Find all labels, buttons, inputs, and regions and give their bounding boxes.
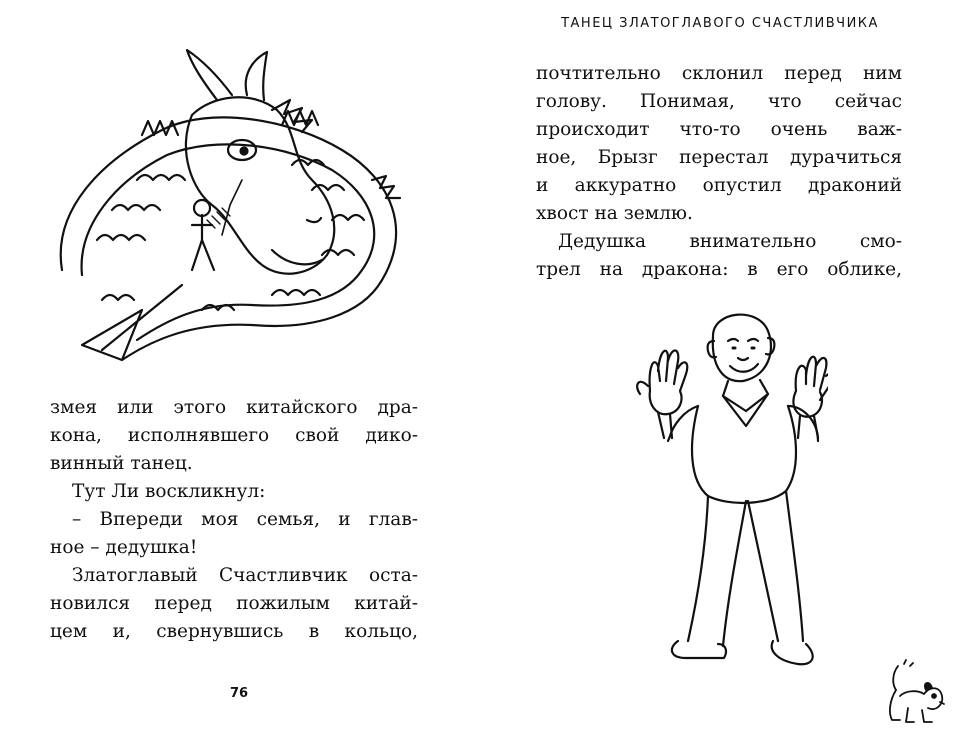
left-page-text [50,394,418,646]
left-page [0,0,478,741]
right-page [478,0,957,741]
paragraph: винный танец. [50,453,193,474]
paragraph: Тут Ли воскликнул: [72,481,266,502]
paragraph: голову. Понимая, что сейчас [536,91,902,112]
page-number: 76 [229,686,249,701]
paragraph: новился перед пожилым китай- [50,593,418,614]
paragraph: трел на дракона: в его облике, [536,259,902,280]
paragraph: почтительно склонил перед ним [536,63,902,84]
paragraph: ное – дедушка! [50,537,198,558]
paragraph: происходит что-то очень важ- [536,119,902,140]
puppy-icon [878,656,950,728]
grandfather-illustration [628,296,828,676]
paragraph: змея или этого китайского дра- [50,397,418,418]
right-page-text [536,60,902,284]
paragraph: – Впереди моя семья, и глав- [72,509,418,530]
paragraph: Златоглавый Счастливчик оста- [72,565,418,586]
paragraph: ное, Брызг перестал дурачиться [536,147,902,168]
paragraph: цем и, свернувшись в кольцо, [50,621,418,642]
paragraph: кона, исполнявшего свой дико- [50,425,418,446]
paragraph: Дедушка внимательно смо- [558,231,902,252]
running-head: ТАНЕЦ ЗЛАТОГЛАВОГО СЧАСТЛИВЧИКА [561,16,879,31]
paragraph: хвост на землю. [536,203,693,224]
dragon-illustration [42,40,422,385]
paragraph: и аккуратно опустил драконий [536,175,902,196]
